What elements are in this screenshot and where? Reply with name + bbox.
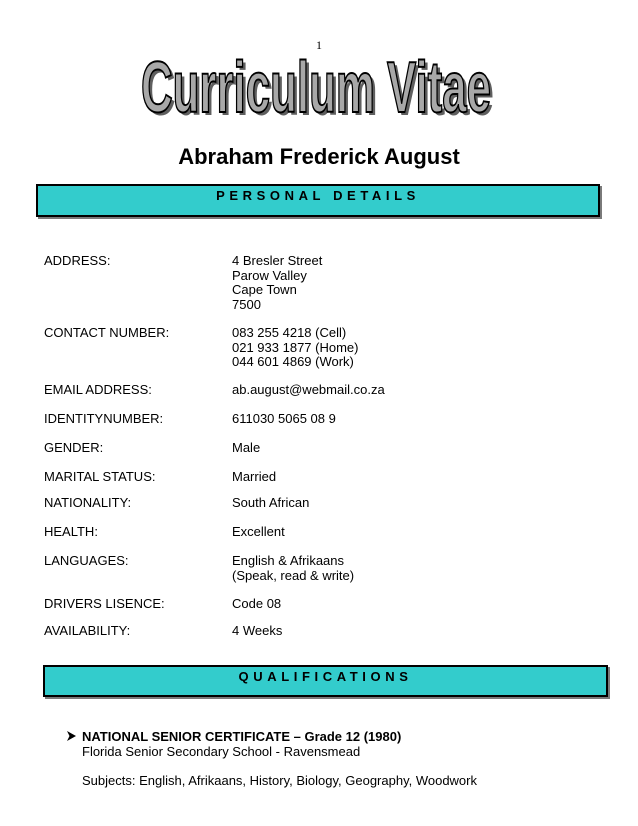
qualifications-title: QUALIFICATIONS [238,668,413,684]
qualifications-header [43,665,608,697]
detail-label: NATIONALITY: [44,495,132,510]
detail-value: ab.august@webmail.co.za [232,382,385,397]
detail-value: Code 08 [232,596,282,611]
detail-label: GENDER: [44,440,104,455]
detail-value: 611030 5065 08 9 [232,411,336,426]
detail-label: HEALTH: [44,524,98,539]
detail-value: Male [232,440,261,455]
detail-label: MARITAL STATUS: [44,469,156,484]
qualification-school: Florida Senior Secondary School - Ravensmead [82,744,361,759]
qualification-heading: NATIONAL SENIOR CERTIFICATE – Grade 12 (1980) [82,729,402,744]
detail-label: DRIVERS LISENCE: [44,596,165,611]
detail-label: ADDRESS: [44,253,111,268]
detail-value: English & Afrikaans (Speak, read & write) [232,553,355,583]
page-number: 1 [316,38,322,52]
detail-value: 4 Bresler Street Parow Valley Cape Town 7500 [232,253,323,312]
detail-label: AVAILABILITY: [44,623,131,638]
detail-value: 4 Weeks [232,623,283,638]
detail-value: 083 255 4218 (Cell) 021 933 1877 (Home) 044 601 4869 (Work) [232,325,359,369]
personal-details-header [36,184,600,217]
detail-value: South African [232,495,310,510]
detail-label: IDENTITYNUMBER: [44,411,164,426]
arrow-bullet-icon [66,729,78,743]
qualification-subjects: Subjects: English, Afrikaans, History, Biology, Geography, Woodwork [82,773,477,788]
detail-label: LANGUAGES: [44,553,129,568]
detail-value: Married [232,469,277,484]
detail-value: Excellent [232,524,285,539]
personal-details-title: PERSONAL DETAILS [216,188,420,203]
detail-label: EMAIL ADDRESS: [44,382,152,397]
cv-title [0,40,638,130]
detail-label: CONTACT NUMBER: [44,325,170,340]
candidate-name: Abraham Frederick August [178,144,460,169]
cv-title-text: Curriculum Vitae [141,48,491,128]
svg-text:Curriculum Vitae: Curriculum Vitae [144,51,494,130]
